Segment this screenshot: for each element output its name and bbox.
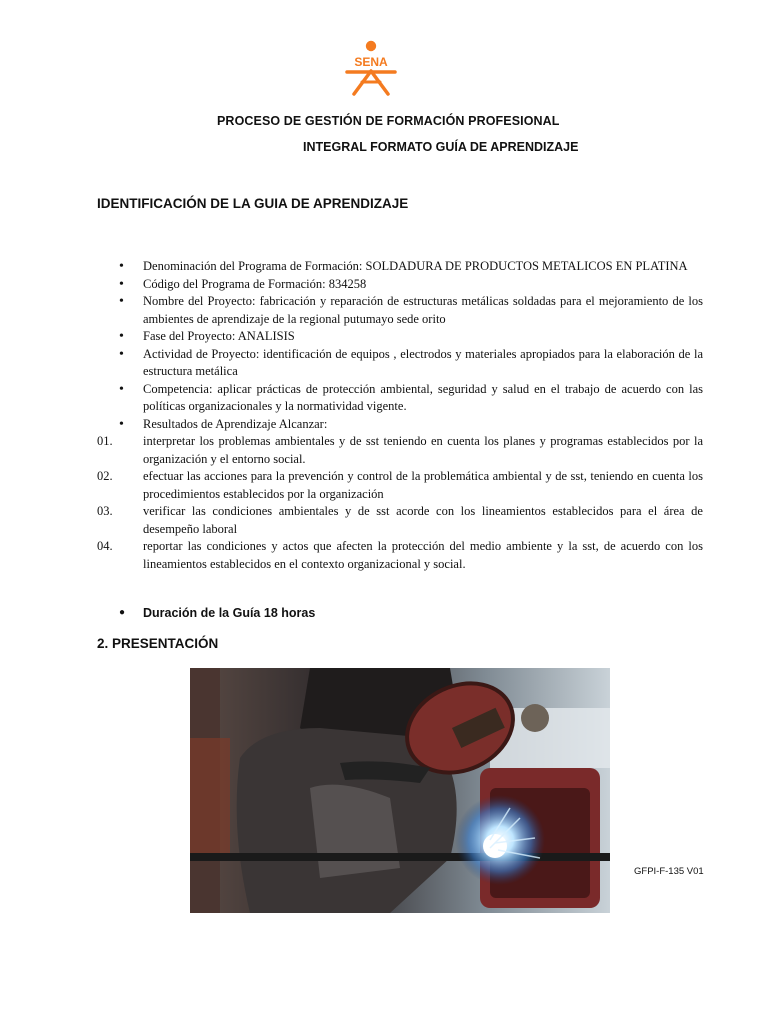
- logo-text: SENA: [354, 55, 388, 69]
- list-item: [97, 416, 703, 434]
- list-item: [97, 538, 703, 573]
- document-title-line2: INTEGRAL FORMATO GUÍA DE APRENDIZAJE: [303, 140, 579, 154]
- list-marker: 04.: [97, 539, 113, 553]
- list-marker: 03.: [97, 504, 113, 518]
- list-item: [97, 468, 703, 503]
- list-item: [97, 293, 703, 328]
- list-item: [97, 503, 703, 538]
- form-code: GFPI-F-135 V01: [634, 866, 704, 877]
- list-item-text: Competencia: aplicar prácticas de protección ambiental, seguridad y salud en el trabajo de acuerdo con las políticas organizacionales y la normatividad vigente.: [143, 381, 703, 413]
- list-marker: •: [119, 381, 124, 397]
- list-marker: •: [119, 294, 124, 309]
- section-heading-identification: IDENTIFICACIÓN DE LA GUIA DE APRENDIZAJE: [97, 196, 409, 211]
- document-title-line1: PROCESO DE GESTIÓN DE FORMACIÓN PROFESIONAL: [217, 114, 560, 128]
- welder-photo: [190, 668, 610, 913]
- list-marker: 02.: [97, 469, 113, 483]
- list-item-text: verificar las condiciones ambientales y de sst acorde con los lineamientos establecidos para el área de desempeño laboral: [143, 504, 703, 536]
- list-item-text: Código del Programa de Formación: 834258: [143, 276, 367, 291]
- list-item-text: Actividad de Proyecto: identificación de equipos , electrodos y materiales apropiados para la elaboración de la estructura metálica: [143, 346, 703, 378]
- list-item-text: Fase del Proyecto: ANALISIS: [143, 329, 295, 343]
- list-item: [97, 381, 703, 416]
- list-item: [97, 433, 703, 468]
- list-item: [97, 328, 703, 346]
- list-item-text: interpretar los problemas ambientales y de sst teniendo en cuenta los planes y programas establecidos por la organización y el entorno social.: [143, 434, 703, 466]
- list-marker: •: [119, 346, 124, 362]
- list-marker: •: [119, 276, 124, 292]
- list-item-text: Nombre del Proyecto: fabricación y reparación de estructuras metálicas soldadas para el mejoramiento de los ambientes de aprendizaje de la regional putumayo sede orito: [143, 294, 703, 326]
- list-marker: •: [119, 259, 124, 274]
- list-item-text: efectuar las acciones para la prevención y control de la problemática ambiental y de sst, teniendo en cuenta los procedimientos establecidos por la organización: [143, 469, 703, 501]
- section-heading-presentation: 2. PRESENTACIÓN: [97, 636, 219, 651]
- list-marker: 01.: [97, 434, 113, 448]
- list-marker: •: [119, 416, 124, 432]
- list-item: [97, 346, 703, 381]
- list-item-text: Denominación del Programa de Formación: SOLDADURA DE PRODUCTOS METALICOS EN PLATINA: [143, 259, 688, 273]
- bullet-icon: ●: [119, 607, 126, 618]
- list-item-text: Resultados de Aprendizaje Alcanzar:: [143, 416, 328, 431]
- sena-logo: [341, 40, 401, 96]
- list-item: [97, 258, 703, 276]
- list-marker: •: [119, 329, 124, 344]
- list-item-text: reportar las condiciones y actos que afecten la protección del medio ambiente y la sst, de acuerdo con los lineamientos establecidos en el contexto organizacional y social.: [143, 539, 703, 571]
- duration-text: Duración de la Guía 18 horas: [143, 606, 316, 620]
- identification-list: [97, 258, 703, 573]
- list-item: [97, 276, 703, 294]
